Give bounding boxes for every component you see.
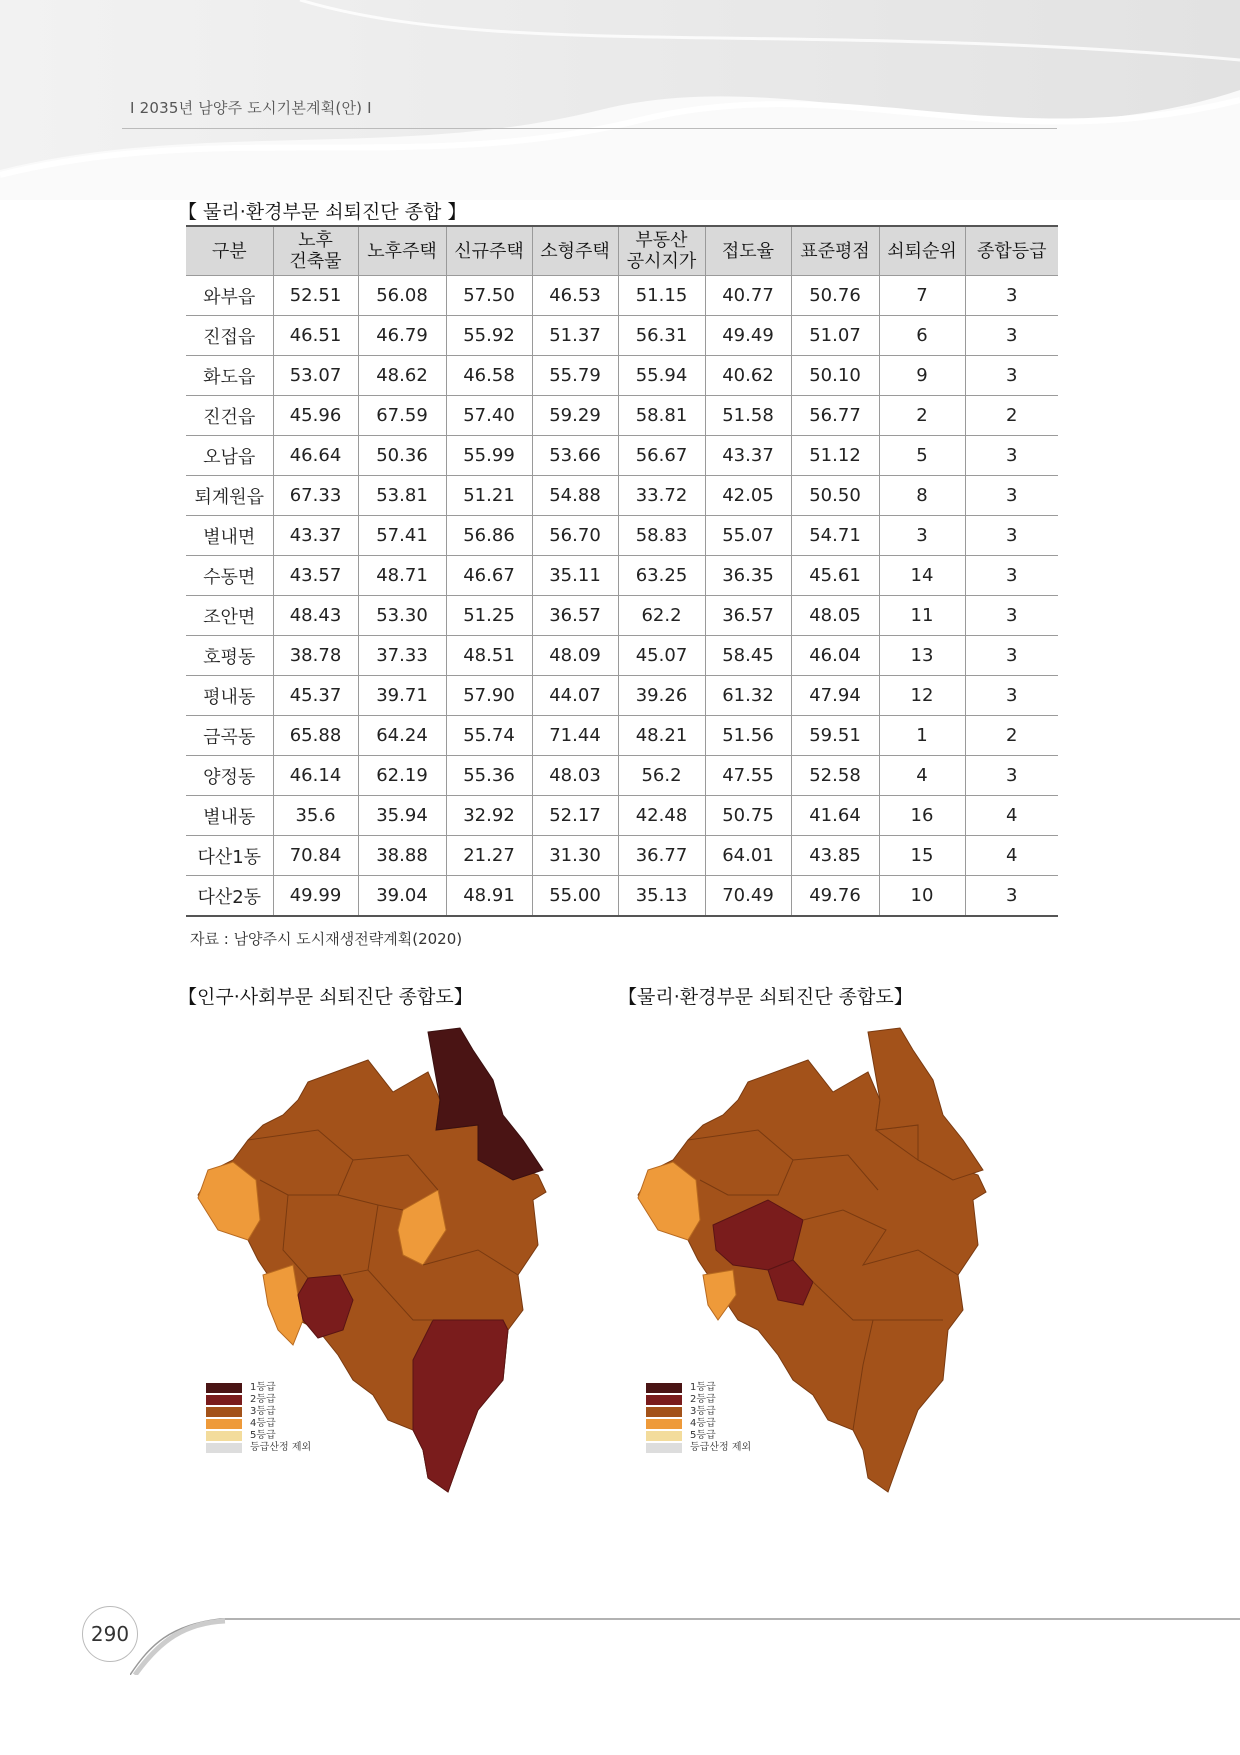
table-cell: 53.30 — [358, 596, 446, 636]
table-cell: 3 — [965, 436, 1058, 476]
column-header-line: 노후 — [298, 230, 333, 251]
table-cell: 51.37 — [532, 316, 618, 356]
legend-label: 2등급 — [690, 1394, 716, 1405]
table-row — [186, 756, 1058, 796]
column-header-line: 종합등급 — [976, 240, 1047, 262]
district-name-cell: 금곡동 — [186, 716, 273, 756]
table-cell: 3 — [965, 636, 1058, 676]
table-title: 【 물리·환경부문 쇠퇴진단 종합 】 — [178, 201, 467, 223]
table-cell: 40.62 — [705, 356, 791, 396]
table-cell: 46.04 — [791, 636, 879, 676]
district-name-cell: 진건읍 — [186, 396, 273, 436]
table-cell: 37.33 — [358, 636, 446, 676]
table-cell: 3 — [965, 756, 1058, 796]
table-cell: 50.75 — [705, 796, 791, 836]
table-cell: 38.88 — [358, 836, 446, 876]
table-cell: 38.78 — [273, 636, 358, 676]
table-row — [186, 676, 1058, 716]
legend-swatch — [206, 1419, 242, 1429]
legend-population-social — [206, 1382, 311, 1454]
legend-item — [206, 1418, 311, 1430]
legend-item — [206, 1382, 311, 1394]
table-cell: 51.25 — [446, 596, 532, 636]
district-name-cell: 화도읍 — [186, 356, 273, 396]
table-cell: 2 — [965, 716, 1058, 756]
table-cell: 59.51 — [791, 716, 879, 756]
legend-item — [646, 1430, 751, 1442]
district-name-cell: 다산1동 — [186, 836, 273, 876]
table-row — [186, 436, 1058, 476]
table-cell: 48.21 — [618, 716, 705, 756]
table-cell: 4 — [879, 756, 965, 796]
column-header-line: 건축물 — [289, 251, 342, 272]
district-name-cell: 양정동 — [186, 756, 273, 796]
table-cell: 36.57 — [532, 596, 618, 636]
column-header-line: 쇠퇴순위 — [887, 240, 957, 262]
table-cell: 3 — [965, 316, 1058, 356]
table-cell: 36.77 — [618, 836, 705, 876]
table-cell: 47.94 — [791, 676, 879, 716]
table-cell: 61.32 — [705, 676, 791, 716]
table-cell: 51.12 — [791, 436, 879, 476]
table-row — [186, 876, 1058, 917]
table-cell: 3 — [965, 476, 1058, 516]
table-cell: 52.51 — [273, 276, 358, 316]
table-cell: 50.50 — [791, 476, 879, 516]
district-name-cell: 별내동 — [186, 796, 273, 836]
table-cell: 6 — [879, 316, 965, 356]
table-cell: 63.25 — [618, 556, 705, 596]
column-header — [273, 226, 358, 276]
table-cell: 51.15 — [618, 276, 705, 316]
table-cell: 43.37 — [705, 436, 791, 476]
column-header — [791, 226, 879, 276]
column-header — [879, 226, 965, 276]
table-cell: 57.50 — [446, 276, 532, 316]
table-cell: 2 — [879, 396, 965, 436]
district-name-cell: 진접읍 — [186, 316, 273, 356]
legend-swatch — [206, 1395, 242, 1405]
legend-swatch — [646, 1407, 682, 1417]
table-row — [186, 636, 1058, 676]
table-cell: 55.00 — [532, 876, 618, 917]
table-cell: 51.07 — [791, 316, 879, 356]
legend-label: 4등급 — [250, 1418, 276, 1429]
legend-item — [646, 1418, 751, 1430]
legend-item — [206, 1430, 311, 1442]
table-cell: 53.66 — [532, 436, 618, 476]
legend-swatch — [206, 1407, 242, 1417]
legend-label: 1등급 — [690, 1382, 716, 1393]
legend-label: 등급산정 제외 — [250, 1442, 312, 1453]
legend-label: 3등급 — [690, 1406, 716, 1417]
legend-item — [206, 1406, 311, 1418]
table-cell: 54.88 — [532, 476, 618, 516]
table-cell: 48.51 — [446, 636, 532, 676]
table-cell: 44.07 — [532, 676, 618, 716]
column-header-line: 구분 — [211, 240, 247, 262]
page-number: 290 — [82, 1606, 138, 1662]
table-row — [186, 796, 1058, 836]
column-header-line: 공시지가 — [626, 251, 697, 272]
column-header-line: 부동산 — [635, 230, 688, 251]
table-cell: 1 — [879, 716, 965, 756]
table-cell: 35.13 — [618, 876, 705, 917]
table-cell: 35.6 — [273, 796, 358, 836]
legend-item — [646, 1442, 751, 1454]
table-cell: 62.2 — [618, 596, 705, 636]
table-cell: 64.24 — [358, 716, 446, 756]
legend-label: 2등급 — [250, 1394, 276, 1405]
table-cell: 55.36 — [446, 756, 532, 796]
table-cell: 3 — [965, 356, 1058, 396]
district-name-cell: 별내면 — [186, 516, 273, 556]
table-cell: 3 — [965, 516, 1058, 556]
table-row — [186, 396, 1058, 436]
table-cell: 46.79 — [358, 316, 446, 356]
table-cell: 65.88 — [273, 716, 358, 756]
map-caption-population-social: 【인구·사회부문 쇠퇴진단 종합도】 — [178, 986, 473, 1008]
table-cell: 39.26 — [618, 676, 705, 716]
legend-label: 5등급 — [250, 1430, 276, 1441]
table-cell: 53.07 — [273, 356, 358, 396]
table-cell: 45.96 — [273, 396, 358, 436]
table-body — [186, 276, 1058, 917]
table-cell: 3 — [965, 556, 1058, 596]
table-cell: 51.58 — [705, 396, 791, 436]
table-cell: 41.64 — [791, 796, 879, 836]
table-cell: 3 — [965, 876, 1058, 917]
table-cell: 2 — [965, 396, 1058, 436]
table-cell: 56.77 — [791, 396, 879, 436]
table-cell: 56.86 — [446, 516, 532, 556]
legend-swatch — [646, 1395, 682, 1405]
district-name-cell: 조안면 — [186, 596, 273, 636]
map-caption-physical-environment: 【물리·환경부문 쇠퇴진단 종합도】 — [618, 986, 913, 1008]
table-cell: 50.76 — [791, 276, 879, 316]
column-header — [705, 226, 791, 276]
table-cell: 21.27 — [446, 836, 532, 876]
table-cell: 56.67 — [618, 436, 705, 476]
table-row — [186, 836, 1058, 876]
table-cell: 62.19 — [358, 756, 446, 796]
table-cell: 46.58 — [446, 356, 532, 396]
district-name-cell: 평내동 — [186, 676, 273, 716]
legend-item — [646, 1382, 751, 1394]
table-cell: 46.14 — [273, 756, 358, 796]
table-cell: 56.2 — [618, 756, 705, 796]
table-cell: 55.74 — [446, 716, 532, 756]
column-header — [446, 226, 532, 276]
table-cell: 56.08 — [358, 276, 446, 316]
column-header-line: 접도율 — [721, 240, 775, 262]
legend-swatch — [206, 1383, 242, 1393]
table-cell: 48.03 — [532, 756, 618, 796]
column-header-line: 노후주택 — [367, 240, 437, 262]
table-cell: 48.62 — [358, 356, 446, 396]
table-cell: 31.30 — [532, 836, 618, 876]
column-header — [532, 226, 618, 276]
table-cell: 67.59 — [358, 396, 446, 436]
column-header-line: 신규주택 — [454, 240, 524, 262]
column-header-line: 표준평점 — [800, 240, 870, 262]
table-cell: 9 — [879, 356, 965, 396]
table-cell: 51.56 — [705, 716, 791, 756]
table-cell: 51.21 — [446, 476, 532, 516]
header-rule — [122, 128, 1057, 129]
district-name-cell: 호평동 — [186, 636, 273, 676]
legend-item — [206, 1394, 311, 1406]
table-cell: 45.07 — [618, 636, 705, 676]
table-cell: 4 — [965, 836, 1058, 876]
legend-swatch — [206, 1431, 242, 1441]
legend-swatch — [646, 1443, 682, 1453]
table-cell: 14 — [879, 556, 965, 596]
table-cell: 43.85 — [791, 836, 879, 876]
table-cell: 7 — [879, 276, 965, 316]
table-cell: 58.81 — [618, 396, 705, 436]
table-row — [186, 716, 1058, 756]
table-cell: 35.11 — [532, 556, 618, 596]
legend-swatch — [646, 1419, 682, 1429]
table-cell: 33.72 — [618, 476, 705, 516]
table-cell: 70.49 — [705, 876, 791, 917]
table-cell: 15 — [879, 836, 965, 876]
table-row — [186, 516, 1058, 556]
table-cell: 4 — [965, 796, 1058, 836]
table-cell: 43.57 — [273, 556, 358, 596]
district-name-cell: 퇴계원읍 — [186, 476, 273, 516]
table-cell: 57.90 — [446, 676, 532, 716]
table-cell: 52.17 — [532, 796, 618, 836]
table-cell: 71.44 — [532, 716, 618, 756]
table-cell: 56.70 — [532, 516, 618, 556]
table-cell: 70.84 — [273, 836, 358, 876]
table-row — [186, 556, 1058, 596]
table-cell: 54.71 — [791, 516, 879, 556]
table-cell: 3 — [965, 276, 1058, 316]
table-cell: 8 — [879, 476, 965, 516]
table-cell: 39.71 — [358, 676, 446, 716]
footer-swoosh — [130, 1605, 1240, 1675]
table-cell: 55.99 — [446, 436, 532, 476]
legend-item — [206, 1442, 311, 1454]
table-cell: 57.41 — [358, 516, 446, 556]
table-cell: 58.45 — [705, 636, 791, 676]
table-row — [186, 276, 1058, 316]
table-cell: 45.37 — [273, 676, 358, 716]
table-cell: 64.01 — [705, 836, 791, 876]
column-header — [186, 226, 273, 276]
legend-swatch — [206, 1443, 242, 1453]
table-row — [186, 316, 1058, 356]
table-cell: 32.92 — [446, 796, 532, 836]
table-row — [186, 596, 1058, 636]
table-cell: 36.57 — [705, 596, 791, 636]
legend-label: 등급산정 제외 — [690, 1442, 752, 1453]
district-name-cell: 수동면 — [186, 556, 273, 596]
table-cell: 49.49 — [705, 316, 791, 356]
table-cell: 46.51 — [273, 316, 358, 356]
legend-label: 4등급 — [690, 1418, 716, 1429]
legend-swatch — [646, 1383, 682, 1393]
legend-item — [646, 1406, 751, 1418]
table-cell: 46.67 — [446, 556, 532, 596]
district-name-cell: 다산2동 — [186, 876, 273, 917]
column-header-line: 소형주택 — [540, 240, 610, 262]
running-header: Ⅰ 2035년 남양주 도시기본계획(안) Ⅰ — [130, 99, 372, 117]
table-cell: 55.07 — [705, 516, 791, 556]
table-cell: 56.31 — [618, 316, 705, 356]
table-cell: 42.05 — [705, 476, 791, 516]
column-header — [965, 226, 1058, 276]
table-cell: 48.91 — [446, 876, 532, 917]
map-physical-environment — [618, 1020, 1058, 1495]
table-cell: 39.04 — [358, 876, 446, 917]
table-row — [186, 476, 1058, 516]
table-cell: 40.77 — [705, 276, 791, 316]
table-cell: 46.64 — [273, 436, 358, 476]
table-cell: 55.92 — [446, 316, 532, 356]
table-cell: 48.05 — [791, 596, 879, 636]
table-cell: 48.71 — [358, 556, 446, 596]
source-note: 자료 : 남양주시 도시재생전략계획(2020) — [190, 930, 463, 948]
table-cell: 45.61 — [791, 556, 879, 596]
table-cell: 11 — [879, 596, 965, 636]
column-header — [618, 226, 705, 276]
table-cell: 55.79 — [532, 356, 618, 396]
table-cell: 12 — [879, 676, 965, 716]
table-cell: 43.37 — [273, 516, 358, 556]
table-cell: 58.83 — [618, 516, 705, 556]
table-cell: 5 — [879, 436, 965, 476]
column-header — [358, 226, 446, 276]
legend-swatch — [646, 1431, 682, 1441]
table-cell: 49.76 — [791, 876, 879, 917]
legend-label: 1등급 — [250, 1382, 276, 1393]
district-name-cell: 오남읍 — [186, 436, 273, 476]
table-cell: 67.33 — [273, 476, 358, 516]
table-cell: 55.94 — [618, 356, 705, 396]
table-cell: 36.35 — [705, 556, 791, 596]
district-name-cell: 와부읍 — [186, 276, 273, 316]
table-row — [186, 356, 1058, 396]
table-cell: 49.99 — [273, 876, 358, 917]
legend-label: 5등급 — [690, 1430, 716, 1441]
legend-physical-environment — [646, 1382, 751, 1454]
table-cell: 48.43 — [273, 596, 358, 636]
table-cell: 10 — [879, 876, 965, 917]
map-population-social — [178, 1020, 618, 1495]
table-cell: 57.40 — [446, 396, 532, 436]
decline-summary-table — [186, 225, 1058, 917]
table-cell: 13 — [879, 636, 965, 676]
table-cell: 50.36 — [358, 436, 446, 476]
table-cell: 3 — [965, 676, 1058, 716]
table-cell: 35.94 — [358, 796, 446, 836]
table-cell: 47.55 — [705, 756, 791, 796]
table-cell: 48.09 — [532, 636, 618, 676]
table-cell: 53.81 — [358, 476, 446, 516]
legend-label: 3등급 — [250, 1406, 276, 1417]
table-cell: 50.10 — [791, 356, 879, 396]
table-cell: 52.58 — [791, 756, 879, 796]
table-cell: 42.48 — [618, 796, 705, 836]
table-cell: 46.53 — [532, 276, 618, 316]
table-cell: 3 — [879, 516, 965, 556]
table-header-row — [186, 226, 1058, 276]
legend-item — [646, 1394, 751, 1406]
table-cell: 16 — [879, 796, 965, 836]
table-cell: 59.29 — [532, 396, 618, 436]
table-cell: 3 — [965, 596, 1058, 636]
